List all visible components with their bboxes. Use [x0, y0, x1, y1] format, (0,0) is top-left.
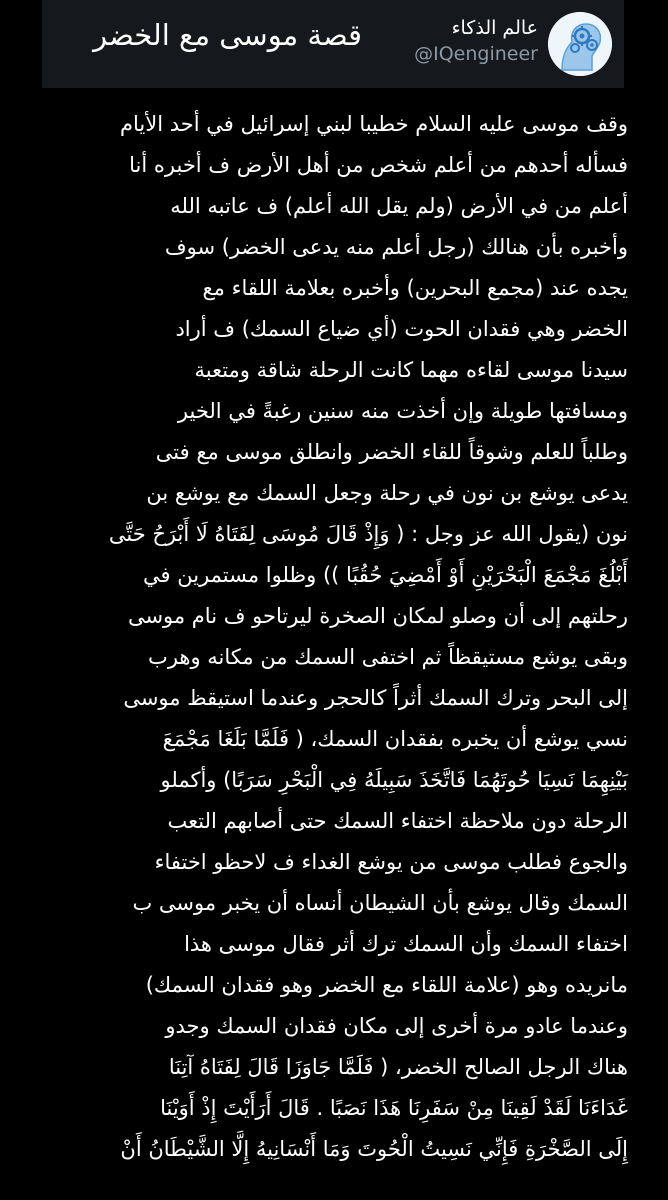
- story-line: اختفاء السمك وأن السمك ترك أثر فقال موسى هذا: [184, 932, 628, 956]
- story-line: غَدَاءَنَا لَقَدْ لَقِينَا مِنْ سَفَرِنَا هَذَا نَصَبًا . قَالَ أَرَأَيْتَ إِذْ أَوَيْنَا: [160, 1096, 628, 1120]
- story-line: الخضر وهي فقدان الحوت (أي ضياع السمك) ف أراد: [175, 317, 628, 341]
- story-line: رحلتهم إلى أن وصلو لمكان الصخرة ليرتاحو ف نام موسى: [127, 604, 628, 628]
- story-line: وطلباً للعلم وشوقاً للقاء الخضر وانطلق موسى مع فتى: [155, 440, 628, 464]
- story-line: نسي يوشع أن يخبره بفقدان السمك، ( فَلَمَّا بَلَغَا مَجْمَعَ: [162, 727, 628, 751]
- story-line: وعندما عادو مرة أخرى إلى مكان فقدان السمك وجدو: [165, 1014, 628, 1038]
- story-line: يجده عند (مجمع البحرين) وأخبره بعلامة اللقاء مع: [202, 276, 628, 300]
- avatar[interactable]: [548, 12, 612, 76]
- story-line: يدعى يوشع بن نون في رحلة وجعل السمك مع يوشع بن: [146, 481, 628, 505]
- account-names: [338, 16, 538, 68]
- account-handle[interactable]: @IQengineer: [414, 43, 538, 65]
- story-line: وأخبره بأن هنالك (رجل أعلم منه يدعى الخضر) سوف: [164, 235, 628, 259]
- story-line: إلى البحر وترك السمك أثراً كالحجر وعندما استيقظ موسى: [123, 686, 628, 710]
- story-line: مانريده وهو (علامة اللقاء مع الخضر وهو فقدان السمك): [145, 973, 628, 997]
- story-line: فسأله أحدهم من أعلم شخص من أهل الأرض ف أخبره أنا: [129, 153, 628, 177]
- story-title: قصة موسى مع الخضر: [93, 18, 362, 52]
- story-line: وقف موسى عليه السلام خطيبا لبني إسرائيل في أحد الأيام: [120, 112, 628, 136]
- account-display-name[interactable]: عالم الذكاء: [451, 17, 538, 39]
- story-line: السمك وقال يوشع بأن الشيطان أنساه أن يخبر موسى ب: [132, 891, 628, 915]
- story-line: إِلَى الصَّخْرَةِ فَإِنِّي نَسِيتُ الْحُوتَ وَمَا أَنْسَانِيهُ إِلَّا الشَّيْطَانُ أَنْ: [120, 1137, 628, 1161]
- story-line: بَيْنِهِمَا نَسِيَا حُوتَهُمَا فَاتَّخَذَ سَبِيلَهُ فِي الْبَحْرِ سَرَبًا) وأكملو: [160, 768, 628, 792]
- tweet-header-card: [42, 0, 624, 88]
- story-body: [16, 104, 628, 1170]
- story-line: الرحلة دون ملاحظة اختفاء السمك حتى أصابهم التعب: [167, 809, 628, 833]
- story-line: ومسافتها طويلة وإن أخذت منه سنين رغبةً في الخير: [177, 399, 628, 423]
- story-line: نون (يقول الله عز وجل : ( وَإِذْ قَالَ مُوسَى لِفَتَاهُ لَا أَبْرَحُ حَتَّى: [108, 522, 628, 546]
- story-line: سيدنا موسى لقاءه مهما كانت الرحلة شاقة ومتعبة: [194, 358, 628, 382]
- story-line: أعلم من في الأرض (ولم يقل الله أعلم) ف عاتبه الله: [170, 194, 628, 218]
- story-line: وبقى يوشع مستيقظاً ثم اختفى السمك من مكانه وهرب: [148, 645, 628, 669]
- story-line: والجوع فطلب موسى من يوشع الغداء ف لاحظو اختفاء: [154, 850, 628, 874]
- story-line: أَبْلُغَ مَجْمَعَ الْبَحْرَيْنِ أَوْ أَمْضِيَ حُقُبًا )) وظلوا مستمرين في: [143, 563, 628, 587]
- story-line: هناك الرجل الصالح الخضر، ( فَلَمَّا جَاوَزَا قَالَ لِفَتَاهُ آتِنَا: [168, 1055, 628, 1079]
- robot-head-gears-icon: [548, 12, 612, 76]
